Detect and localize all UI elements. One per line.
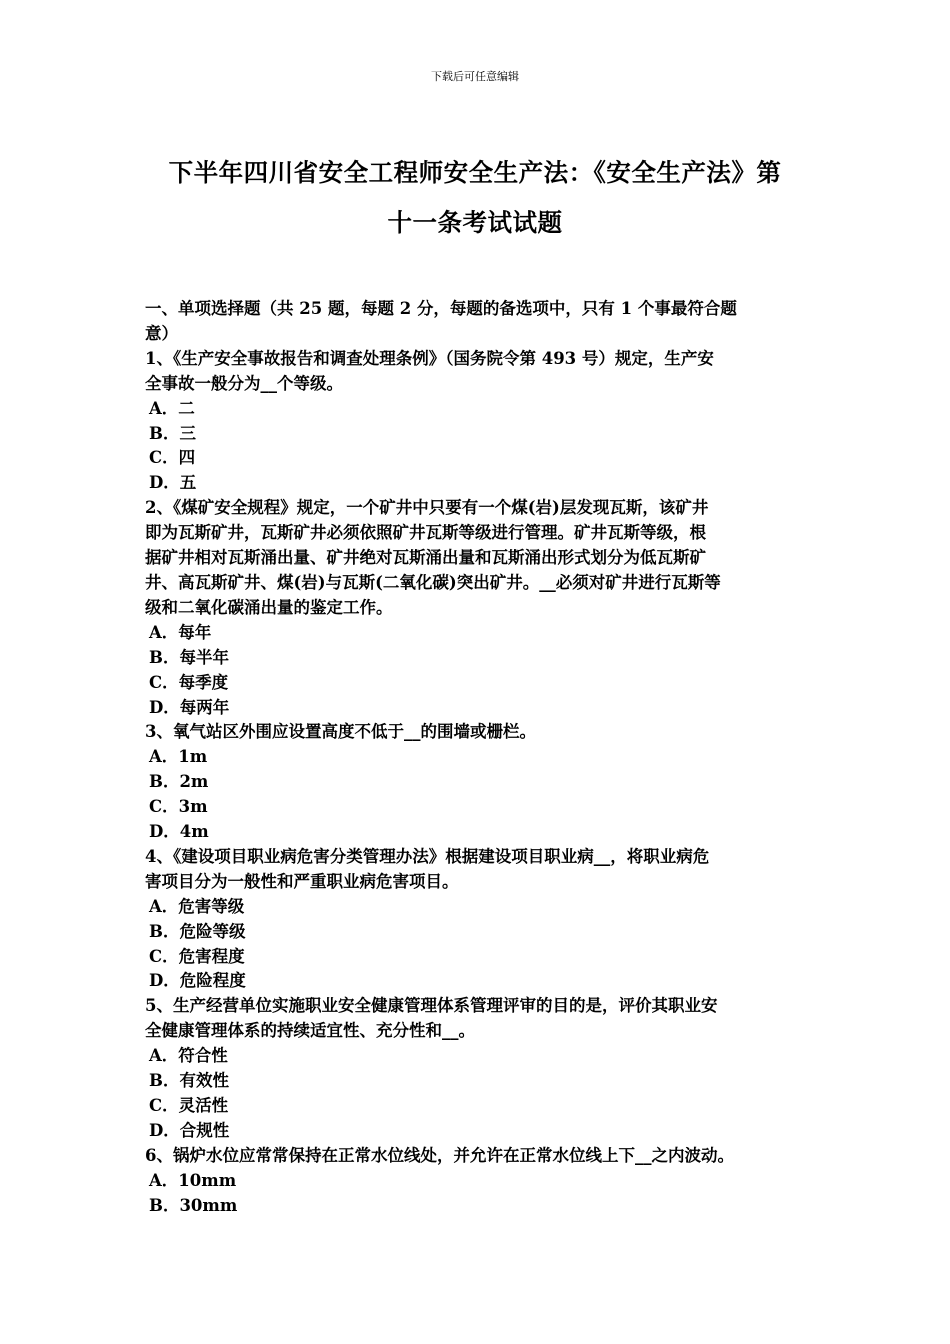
option-d: D．4m [149, 822, 209, 842]
question-stem-line: 5、生产经营单位实施职业安全健康管理体系管理评审的目的是，评价其职业安 [145, 996, 718, 1016]
question-2 [145, 496, 813, 720]
document-title [130, 148, 820, 248]
option-d: D．每两年 [149, 697, 230, 717]
title-line: 十一条考试试题 [387, 208, 563, 237]
option-b: B．每半年 [149, 647, 229, 667]
option-c: C．灵活性 [149, 1096, 229, 1115]
question-3 [145, 720, 813, 845]
option-d: D．五 [149, 473, 197, 493]
option-b: B．危险等级 [149, 921, 246, 941]
section-heading-line: 一、单项选择题（共 25 题，每题 2 分，每题的备选项中，只有 1 个事最符合题 [145, 299, 737, 318]
option-c: C．3m [149, 797, 208, 817]
question-4 [145, 845, 813, 994]
question-stem-line: 据矿井相对瓦斯涌出量、矿井绝对瓦斯涌出量和瓦斯涌出形式划分为低瓦斯矿 [145, 548, 706, 568]
option-a: A．符合性 [149, 1046, 228, 1066]
option-b: B．三 [149, 423, 196, 443]
question-stem-line: 3、氧气站区外围应设置高度不低于__的围墙或栅栏。 [145, 722, 536, 742]
question-stem-line: 害项目分为一般性和严重职业病危害项目。 [145, 871, 459, 891]
option-a: A．1m [149, 747, 208, 767]
title-line: 下半年四川省安全工程师安全生产法：《安全生产法》第 [168, 158, 782, 187]
question-stem-line: 级和二氧化碳涌出量的鉴定工作。 [145, 597, 393, 617]
option-a: A．二 [149, 398, 195, 418]
question-stem-line: 1、《生产安全事故报告和调查处理条例》（国务院令第 493 号）规定，生产安 [145, 348, 714, 368]
option-b: B．2m [149, 772, 209, 792]
question-stem-line: 全健康管理体系的持续适宜性、充分性和__。 [145, 1021, 475, 1041]
question-stem-line: 即为瓦斯矿井，瓦斯矿井必须依照矿井瓦斯等级进行管理。矿井瓦斯等级，根 [145, 523, 706, 543]
section-heading-line: 意） [145, 323, 178, 343]
option-a: A．10mm [149, 1170, 237, 1190]
option-c: C．每季度 [149, 672, 229, 692]
question-stem-line: 6、锅炉水位应常常保持在正常水位线处，并允许在正常水位线上下__之内波动。 [145, 1145, 734, 1165]
option-a: A．每年 [149, 622, 212, 642]
option-c: C．危害程度 [149, 946, 245, 966]
question-6 [145, 1144, 813, 1219]
option-b: B．有效性 [149, 1071, 229, 1091]
question-stem-line: 2、《煤矿安全规程》规定，一个矿井中只要有一个煤(岩)层发现瓦斯，该矿井 [145, 498, 709, 518]
option-b: B．30mm [149, 1195, 238, 1215]
header-note: 下载后可任意编辑 [431, 70, 519, 83]
question-stem-line: 全事故一般分为__个等级。 [145, 373, 343, 393]
option-d: D．危险程度 [149, 971, 246, 991]
exam-content [145, 297, 813, 1219]
question-5 [145, 994, 813, 1143]
question-stem-line: 4、《建设项目职业病危害分类管理办法》根据建设项目职业病__，将职业病危 [145, 846, 710, 866]
option-a: A．危害等级 [149, 896, 245, 916]
question-1 [145, 347, 813, 496]
option-c: C．四 [149, 448, 196, 468]
option-d: D．合规性 [149, 1120, 230, 1140]
question-stem-line: 井、高瓦斯矿井、煤(岩)与瓦斯(二氧化碳)突出矿井。__必须对矿井进行瓦斯等 [145, 572, 721, 592]
